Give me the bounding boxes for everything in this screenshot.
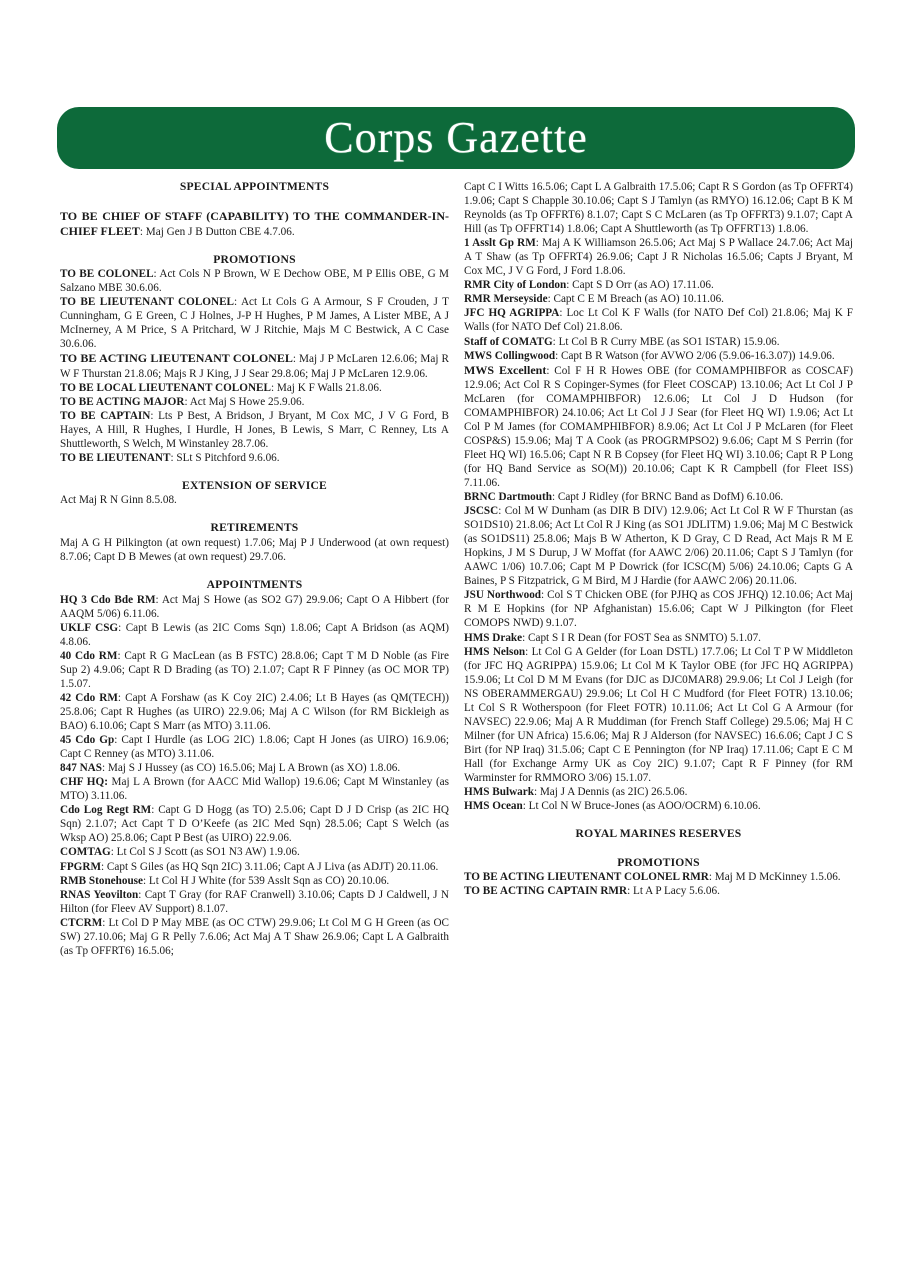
entry: [464, 870, 853, 884]
section-heading: ROYAL MARINES RESERVES: [575, 827, 742, 841]
entry-text: : SLt S Pitchford 9.6.06.: [170, 451, 280, 464]
entry-lead: 847 NAS: [60, 762, 102, 775]
entry-text: Maj A G H Pilkington (at own request) 1.7.06; Maj P J Underwood (at own request) 8.7.06; Capt D B Mewes (at own request) 29.7.06.: [60, 536, 449, 564]
entry: [60, 860, 449, 874]
entry-lead: MWS Excellent: [464, 362, 547, 377]
entry: [464, 645, 853, 785]
section-heading: PROMOTIONS: [213, 252, 296, 266]
entry: [60, 209, 449, 239]
entry-text: : Col S T Chicken OBE (for PJHQ as COS JFHQ) 12.10.06; Act Maj R M E Hopkins (for NP Afghanistan) 15.6.06; Capt W J Pilkington (for Fleet COMOPS NWD) 9.1.07.: [464, 589, 853, 630]
left-column: [60, 180, 449, 1220]
entry: [60, 916, 449, 958]
entry-lead: RNAS Yeovilton: [60, 888, 139, 901]
entry-lead: JSCSC: [464, 505, 499, 518]
section-heading: RETIREMENTS: [210, 521, 299, 535]
entry-text: : Capt S Giles (as HQ Sqn 2IC) 3.11.06; Capt A J Liva (as ADJT) 20.11.06.: [101, 860, 439, 873]
entry-lead: RMR Merseyside: [464, 293, 548, 306]
entry: [60, 845, 449, 859]
entry: [464, 799, 853, 813]
entry-lead: UKLF CSG: [60, 621, 119, 634]
entry-text: : Act Lt Cols G A Armour, S F Crouden, J T Cunningham, G E Green, C J Holnes, J-P H Hughes, P M James, A Lister MBE, A J McInerney, A M Price, S A Pritchard, W J Ritchie, Majs M C Bestwick, A C Case 30.6.06.: [60, 296, 449, 351]
entry-lead: TO BE ACTING CAPTAIN RMR: [464, 885, 628, 898]
entry: [464, 884, 853, 898]
entry-lead: RMB Stonehouse: [60, 874, 143, 887]
entry-text: : Loc Lt Col K F Walls (for NATO Def Col) 21.8.06; Maj K F Walls (for NATO Def Col) 21.8.06.: [464, 307, 853, 334]
entry-lead: HMS Bulwark: [464, 786, 534, 799]
entry-text: : Maj J P McLaren 12.6.06; Maj R W F Thurstan 21.8.06; Majs R J King, J J Sear 29.8.06; Maj J P McLaren 12.9.06.: [60, 353, 449, 380]
entry-lead: HQ 3 Cdo Bde RM: [60, 593, 156, 606]
entry: [60, 381, 449, 395]
entry-lead: RMR City of London: [464, 279, 567, 292]
entry: [60, 351, 449, 380]
entry-text: : Capt C E M Breach (as AO) 10.11.06.: [547, 293, 724, 306]
entry-lead: HMS Nelson: [464, 645, 526, 658]
entry-text: : Capt R G MacLean (as B FSTC) 28.8.06; Capt T M D Noble (as Fire Sup 2) 4.9.06; Capt R D Brading (as TO) 2.1.07; Capt R F Pinney (as OC MOR TP) 1.5.07.: [60, 649, 449, 690]
entry-text: : Maj A K Williamson 26.5.06; Act Maj S P Wallace 24.7.06; Act Maj A T Shaw (as Tp OFFRT4) 26.9.06; Capt J R Nicholas 16.5.06; Capts J Bryant, M Cox MC, J V G Ford, J Ford 1.8.06.: [464, 237, 853, 278]
entry-text: : Maj J A Dennis (as 2IC) 26.5.06.: [533, 786, 688, 799]
entry-text: : Capt I Hurdle (as LOG 2IC) 1.8.06; Capt H Jones (as UIRO) 16.9.06; Capt C Renney (as MTO) 3.11.06.: [60, 734, 449, 761]
entry-lead: 42 Cdo RM: [60, 691, 118, 704]
entry: [60, 267, 449, 295]
entry-text: Maj L A Brown (for AACC Mid Wallop) 19.6.06; Capt M Winstanley (as MTO) 3.11.06.: [60, 776, 449, 803]
entry: [60, 775, 449, 803]
entry-text: : Lt Col D P May MBE (as OC CTW) 29.9.06; Lt Col M G H Green (as OC SW) 27.10.06; Maj G R Pelly 7.6.06; Act Maj A T Shaw 26.9.06; Capt L A Galbraith (as Tp OFFRT6) 16.5.06;: [60, 916, 449, 957]
entry-lead: COMTAG: [60, 846, 111, 859]
entry: [60, 874, 449, 888]
entry: [464, 504, 853, 588]
right-column: [464, 180, 853, 1220]
entry-lead: Cdo Log Regt RM: [60, 804, 152, 817]
entry-text: : Maj K F Walls 21.8.06.: [270, 381, 382, 394]
entry: [60, 803, 449, 845]
entry: [464, 236, 853, 278]
entry-text: : Capt B R Watson (for AVWO 2/06 (5.9.06-16.3.07)) 14.9.06.: [555, 349, 835, 362]
entry-text: : Lt Col N W Bruce-Jones (as AOO/OCRM) 6.10.06.: [522, 800, 761, 813]
entry: [464, 363, 853, 490]
entry: [60, 395, 449, 409]
entry-lead: CHF HQ:: [60, 776, 108, 789]
entry: [464, 278, 853, 292]
article-columns: [60, 180, 853, 1220]
section-heading: APPOINTMENTS: [206, 578, 303, 592]
entry: [464, 349, 853, 363]
entry: [464, 490, 853, 504]
entry-lead: Staff of COMATG: [464, 335, 553, 348]
entry-lead: TO BE CHIEF OF STAFF (CAPABILITY) TO THE COMMANDER-IN-CHIEF FLEET: [60, 208, 449, 238]
entry-lead: TO BE LIEUTENANT COLONEL: [60, 296, 234, 309]
entry-text: : Lts P Best, A Bridson, J Bryant, M Cox MC, J V G Ford, B Hayes, A Hill, R Hughes, I Hurdle, H Jones, B Lewis, S Marr, C Renney, Lts A Shuttleworth, S Welch, M Winstanley 28.7.06.: [60, 409, 449, 450]
entry-text: Act Maj R N Ginn 8.5.08.: [60, 494, 177, 507]
entry: [60, 409, 449, 451]
entry: [464, 306, 853, 334]
entry-lead: TO BE ACTING LIEUTENANT COLONEL: [60, 351, 293, 366]
entry-text: : Act Maj S Howe (as SO2 G7) 29.9.06; Capt O A Hibbert (for AAQM 5/06) 6.11.06.: [60, 593, 449, 620]
entry-text: : Capt G D Hogg (as TO) 2.5.06; Capt D J D Crisp (as 2IC HQ Sqn) 2.1.07; Act Capt T D O’Keefe (as 2IC Med Sqn) 28.5.06; Capt S Welch (as Wksp AO) 25.8.06; Capt P Best (as UIRO) 22.9.06.: [60, 804, 449, 845]
entry: [60, 451, 449, 465]
entry: [464, 180, 853, 236]
entry-lead: 45 Cdo Gp: [60, 734, 115, 747]
section-heading: SPECIAL APPOINTMENTS: [179, 180, 330, 193]
entry-lead: FPGRM: [60, 860, 102, 873]
entry-text: : Lt Col B R Curry MBE (as SO1 ISTAR) 15.9.06.: [552, 335, 780, 348]
entry: [60, 888, 449, 916]
entry-lead: BRNC Dartmouth: [464, 491, 552, 504]
entry: [60, 691, 449, 733]
entry-text: : Lt Col S J Scott (as SO1 N3 AW) 1.9.06.: [110, 846, 300, 859]
entry-lead: HMS Ocean: [464, 800, 523, 813]
entry-text: Capt C I Witts 16.5.06; Capt L A Galbraith 17.5.06; Capt R S Gordon (as Tp OFFRT4) 1.9.06; Capt S Chapple 30.10.06; Capt S J Tamlyn (as RMYO) 16.12.06; Capt B K M Reynolds (as Tp OFFRT6) 8.1.07; Capt S C McLaren (as Tp OFFRT3) 9.1.07; Capt A Hill (as Tp OFFRT14) 1.8.06; Capt A Shuttleworth (as Tp OFFRT13) 1.8.06.: [464, 181, 853, 236]
entry-text: : Capt S D Orr (as AO) 17.11.06.: [566, 279, 714, 292]
entry-lead: CTCRM: [60, 916, 103, 929]
entry-text: : Act Maj S Howe 25.9.06.: [184, 395, 305, 408]
entry-text: : Capt A Forshaw (as K Coy 2IC) 2.4.06; Lt B Hayes (as QM(TECH)) 25.8.06; Capt R Hughes (as UIRO) 22.9.06; Maj A C Wilson (for RM Bickleigh as BAO) 6.10.06; Capt S Marr (as MTO) 3.11.06.: [60, 691, 449, 733]
entry: [464, 292, 853, 306]
entry-text: : Capt B Lewis (as 2IC Coms Sqn) 1.8.06; Capt A Bridson (as AQM) 4.8.06.: [60, 621, 449, 648]
entry: [60, 295, 449, 351]
title-banner: [57, 107, 855, 169]
entry-lead: JFC HQ AGRIPPA: [464, 307, 560, 320]
entry-text: : Maj M D McKinney 1.5.06.: [708, 871, 841, 884]
entry: [464, 335, 853, 349]
entry-text: : Lt A P Lacy 5.6.06.: [627, 885, 720, 898]
entry-text: : Col M W Dunham (as DIR B DIV) 12.9.06; Act Lt Col R W F Thurstan (as SO1DS10) 21.8.06; Act Lt Col R J King (as SO1 JDLITM) 1.9.06; Maj M C Bestwick (as SO1DS11) 25.8.06; Majs B W Atherton, K D Gray, C D Read, Act Majs R M E Hopkins, J M S Durup, J W Moffat (for AAWC 2/06) 20.11.06; Capt S J Tamlyn (for AAWC 1/06) 10.7.06; Capt M P Dowrick (for ICSC(M) 5/06) 24.10.06; Capts G A Baines, P S Fitzpatrick, G M Bird, M J Hardie (for AAWC 2/06) 20.11.06.: [464, 505, 853, 588]
entry-text: : Lt Col G A Gelder (for Loan DSTL) 17.7.06; Lt Col T P W Middleton (for JFC HQ AGRIPPA) 15.9.06; Lt Col M K Taylor OBE (for JFC HQ AGRIPPA) 15.9.06; Lt Col D M M Evans (for DJC as DJC0MAR8) 29.9.06; Lt Col J Leigh (for NS OBERAMMERGAU) 29.9.06; Lt Col H C Mudford (for Fleet FOTR) 13.10.06; Lt Col S R Wotherspoon (for Fleet FOTR) 10.11.06; Act Lt Col G A Armour (for NAVSEC) 22.9.06; Maj A R Muddiman (for French Staff College) 29.5.06; Maj H C Milner (for UN Africa) 15.6.06; Maj R J Alderson (for NAVSEC) 16.6.06; Capt J C S Birt (for NP Iraq) 31.5.06; Capt C E Pennington (for NP Iraq) 17.11.06; Capt E C M Hall (for Exchange Army UK as Coy 2IC) 9.1.07; Capt R F Pinney (for RM Warminster for RMMORO 3/06) 15.1.07.: [464, 645, 854, 784]
banner-title: Corps Gazette: [324, 113, 588, 162]
entry-lead: MWS Collingwood: [464, 349, 556, 362]
entry-lead: TO BE ACTING MAJOR: [60, 395, 185, 408]
entry: [60, 621, 449, 649]
entry: [60, 761, 449, 775]
entry-lead: 40 Cdo RM: [60, 649, 118, 662]
entry-text: : Lt Col H J White (for 539 Asslt Sqn as CO) 20.10.06.: [142, 874, 390, 887]
section-heading: EXTENSION OF SERVICE: [182, 478, 327, 492]
entry-lead: JSU Northwood: [464, 589, 542, 602]
entry: [464, 631, 853, 645]
entry-text: : Maj S J Hussey (as CO) 16.5.06; Maj L A Brown (as XO) 1.8.06.: [101, 762, 401, 775]
entry-lead: TO BE CAPTAIN: [60, 409, 151, 422]
entry: [60, 649, 449, 691]
entry-lead: TO BE ACTING LIEUTENANT COLONEL RMR: [464, 871, 709, 884]
entry-lead: TO BE LOCAL LIEUTENANT COLONEL: [60, 381, 271, 394]
entry-text: : Maj Gen J B Dutton CBE 4.7.06.: [139, 225, 295, 238]
entry-lead: TO BE COLONEL: [60, 268, 154, 281]
entry-text: : Capt S I R Dean (for FOST Sea as SNMTO) 5.1.07.: [522, 631, 761, 644]
section-subheading: PROMOTIONS: [617, 855, 700, 869]
entry-lead: 1 Asslt Gp RM: [464, 237, 536, 250]
entry: [60, 733, 449, 761]
entry-text: : Capt J Ridley (for BRNC Band as DofM) 6.10.06.: [551, 491, 784, 504]
entry: [464, 588, 853, 630]
entry-lead: TO BE LIEUTENANT: [60, 451, 171, 464]
entry: [60, 593, 449, 621]
entry-lead: HMS Drake: [464, 631, 523, 644]
entry-text: : Act Cols N P Brown, W E Dechow OBE, M P Ellis OBE, G M Salzano MBE 30.6.06.: [60, 268, 449, 295]
entry-text: : Col F H R Howes OBE (for COMAMPHIBFOR as COSCAF) 12.9.06; Act Col R S Copinger-Symes (for Fleet COSCAP) 13.10.06; Act Lt Col J P McLaren (for COMAMPHIBFOR) 12.6.06; Lt Col J D Hudson (for COMAMPHIBFOR) 24.10.06; Act Lt Col J J Sear (for Fleet HQ WI) 1.9.06; Act Lt Col P M James (for COMAMPHIBFOR) 8.9.06; Act Lt Col J P McLaren (for Fleet COSP&S) 15.9.06; Maj T A Cook (as PROGRMPSO2) 9.6.06; Capt M S Perrin (for Fleet HQ WI) 16.5.06; Capt N R B Copsey (for Fleet HQ WI) 3.10.06; Capt R P Long (for HQ Band Service as SO(M)) 20.10.06; Capt K R Campbell (for Fleet ISS) 7.11.06.: [464, 364, 854, 489]
entry: [464, 785, 853, 799]
entry-text: : Capt T Gray (for RAF Cranwell) 3.10.06; Capts D J Caldwell, J N Hilton (for Fleev AV Support) 8.1.07.: [60, 888, 449, 915]
